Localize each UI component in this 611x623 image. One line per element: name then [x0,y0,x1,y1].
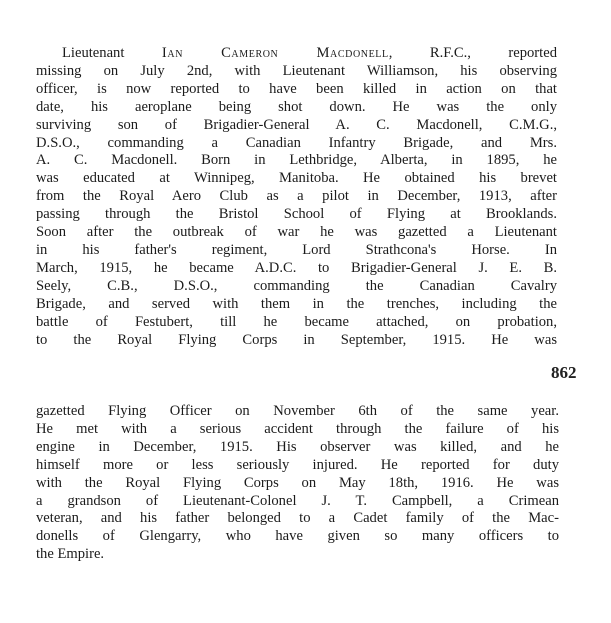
paragraph-line: veteran, and his father belonged to a Cadet family of the Mac- [36,510,559,527]
paragraph-line: D.S.O., commanding a Canadian Infantry Brigade, and Mrs. [36,134,557,151]
paragraph-line: date, his aeroplane being shot down. He was the only [36,98,557,115]
biography-paragraph-1 [36,45,557,349]
paragraph-line: missing on July 2nd, with Lieutenant Williamson, his observing [36,62,557,79]
paragraph-line: from the Royal Aero Club as a pilot in December, 1913, after [36,188,557,205]
paragraph-line: officer, is now reported to have been killed in action on that [36,80,557,97]
page-number: 862 [551,363,577,382]
paragraph-line: passing through the Bristol School of Flying at Brooklands. [36,206,557,223]
paragraph-line: to the Royal Flying Corps in September, 1915. He was [36,331,557,348]
paragraph-line: surviving son of Brigadier-General A. C. Macdonell, C.M.G., [36,116,557,133]
paragraph-line: Soon after the outbreak of war he was gazetted a Lieutenant [36,224,557,241]
paragraph-line: battle of Festubert, till he became attached, on probation, [36,313,557,330]
paragraph-line: himself more or less seriously injured. He reported for duty [36,456,559,473]
paragraph-line: donells of Glengarry, who have given so many officers to [36,528,559,545]
paragraph-line: engine in December, 1915. His observer was killed, and he [36,438,559,455]
paragraph-line: March, 1915, he became A.D.C. to Brigadier-General J. E. B. [36,259,557,276]
paragraph-line: He met with a serious accident through the failure of his [36,420,559,437]
paragraph-line [36,45,557,63]
paragraph-line: the Empire. [36,546,105,563]
paragraph-line: a grandson of Lieutenant-Colonel J. T. Campbell, a Crimean [36,492,559,509]
officer-name: Ian Cameron Macdonell [161,45,389,61]
biography-paragraph-2 [36,403,559,564]
paragraph-line: A. C. Macdonell. Born in Lethbridge, Alberta, in 1895, he [36,152,557,169]
paragraph-line: was educated at Winnipeg, Manitoba. He obtained his brevet [36,170,557,187]
paragraph-line: with the Royal Flying Corps on May 18th, 1916. He was [36,474,559,491]
paragraph-line: gazetted Flying Officer on November 6th of the same year. [36,403,559,419]
rank-text: Lieutenant [62,45,162,61]
paragraph-line: Brigade, and served with them in the trenches, including the [36,295,557,312]
paragraph-line: in his father's regiment, Lord Strathcona's Horse. In [36,241,557,258]
unit-text: , R.F.C., reported [388,45,557,61]
paragraph-line: Seely, C.B., D.S.O., commanding the Canadian Cavalry [36,277,557,294]
